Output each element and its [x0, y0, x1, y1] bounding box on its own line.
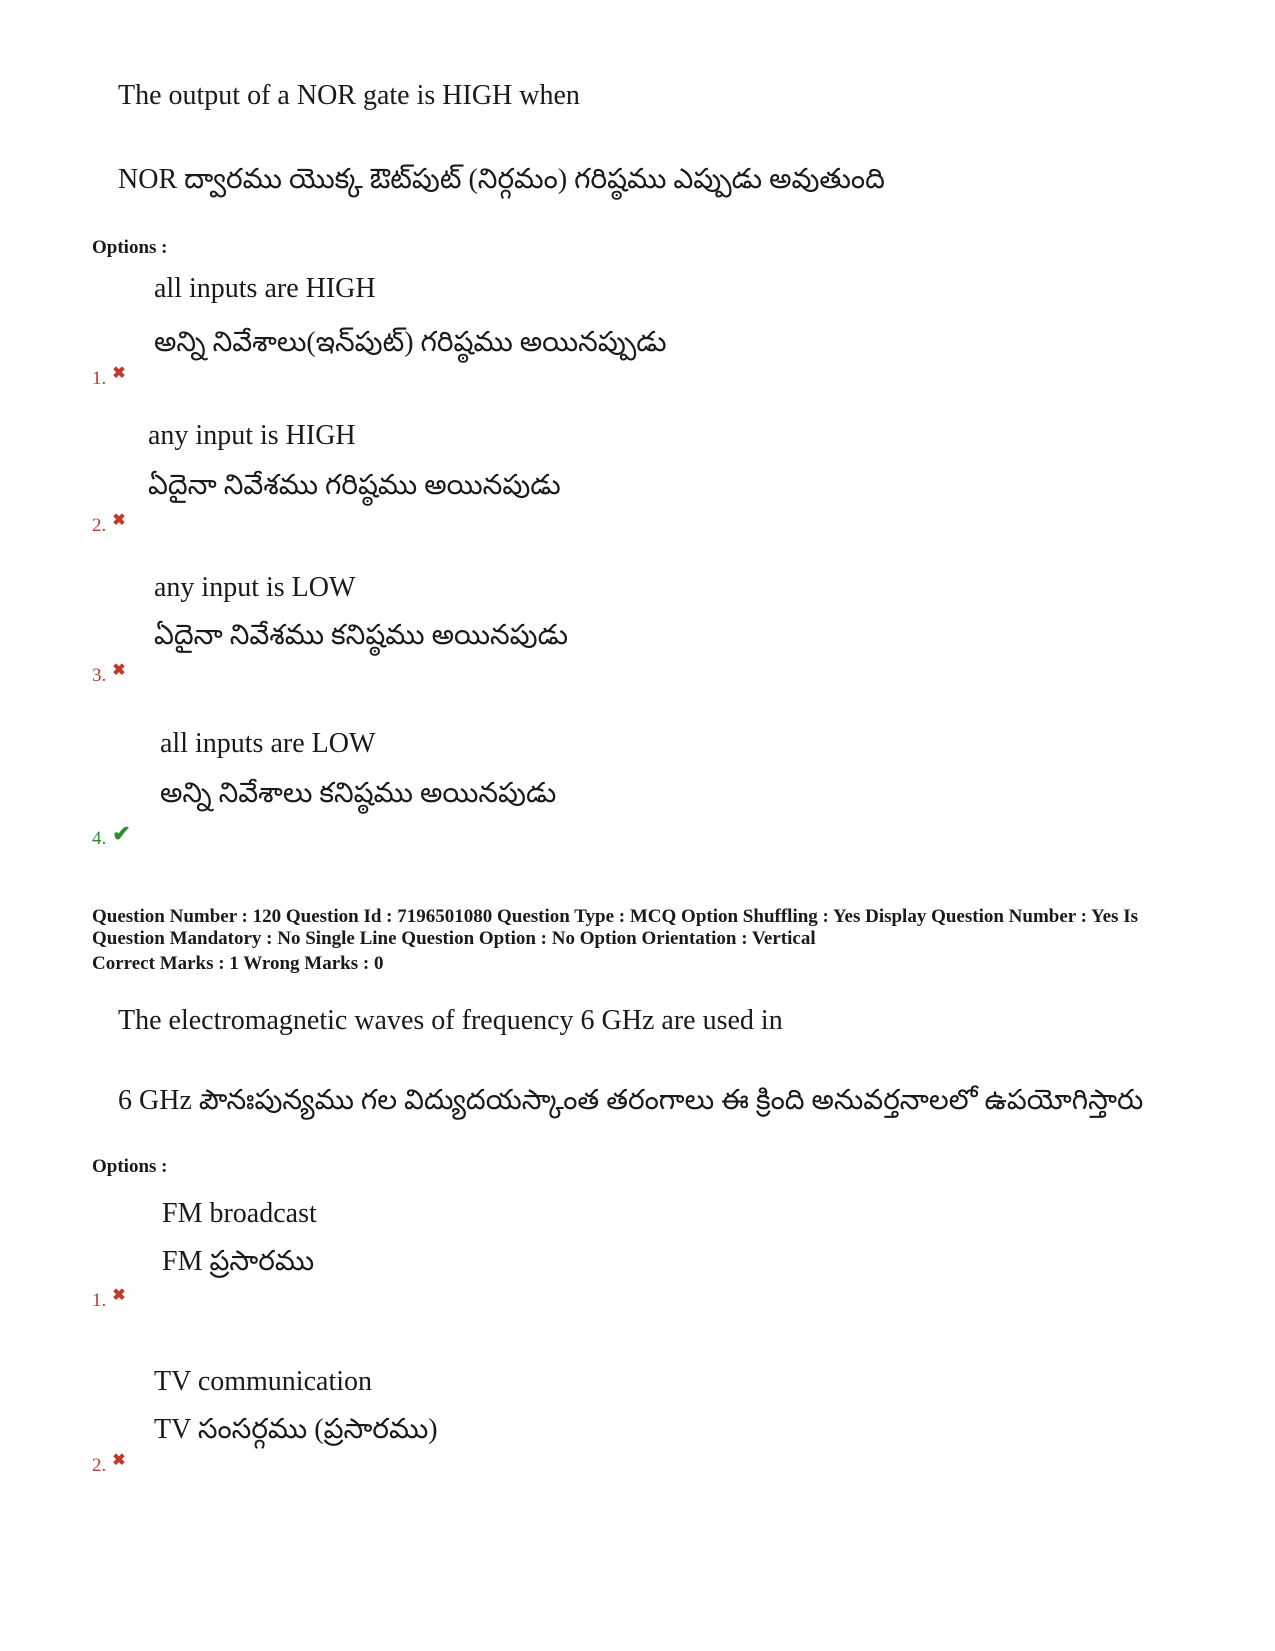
question-text-english: The output of a NOR gate is HIGH when — [118, 80, 580, 111]
option-number — [92, 365, 126, 390]
option-number-label: 1. — [92, 368, 107, 389]
option-text-telugu: అన్ని నివేశాలు(ఇన్‌పుట్) గరిష్ఠము అయినప్పుడు — [154, 327, 667, 358]
cross-icon: ✖ — [112, 1452, 126, 1469]
option-number-label: 4. — [92, 828, 107, 849]
option-text-telugu: TV సంసర్గము (ప్రసారము) — [154, 1414, 438, 1445]
option-text-telugu: ఏదైనా నివేశము గరిష్ఠము అయినపుడు — [148, 470, 561, 501]
option-text-telugu: FM ప్రసారము — [162, 1246, 315, 1277]
option-number — [92, 1452, 126, 1477]
cross-icon: ✖ — [112, 512, 126, 529]
option-text-telugu: ఏదైనా నివేశము కనిష్ఠము అయినపుడు — [154, 620, 569, 651]
option-text-english: any input is HIGH — [148, 420, 356, 451]
cross-icon: ✖ — [112, 662, 126, 679]
option-text-english: all inputs are LOW — [160, 728, 376, 759]
options-label: Options : — [92, 237, 168, 258]
option-text-english: all inputs are HIGH — [154, 273, 376, 304]
option-number-label: 2. — [92, 1455, 107, 1476]
option-number-label: 3. — [92, 665, 107, 686]
cross-icon: ✖ — [112, 1287, 126, 1304]
question-meta — [92, 906, 1212, 950]
option-text-english: any input is LOW — [154, 572, 356, 603]
option-text-english: FM broadcast — [162, 1198, 317, 1229]
option-text-english: TV communication — [154, 1366, 372, 1397]
option-number — [92, 821, 131, 852]
option-text-telugu: అన్ని నివేశాలు కనిష్ఠము అయినపుడు — [160, 778, 557, 809]
option-number — [92, 512, 126, 537]
option-number — [92, 662, 126, 687]
cross-icon: ✖ — [112, 365, 126, 382]
question-text-telugu: 6 GHz పౌనఃపున్యము గల విద్యుదయస్కాంత తరంగాలు ఈ క్రింది అనువర్తనాలలో ఉపయోగిస్తారు — [118, 1085, 1144, 1116]
question-meta-line: Question Mandatory : No Single Line Question Option : No Option Orientation : Vertical — [92, 928, 816, 949]
option-number-label: 2. — [92, 515, 107, 536]
marks-line: Correct Marks : 1 Wrong Marks : 0 — [92, 953, 384, 974]
check-icon: ✔ — [112, 821, 131, 846]
question-meta-line: Question Number : 120 Question Id : 7196501080 Question Type : MCQ Option Shuffling : Yes Display Question Number : Yes Is — [92, 906, 1138, 927]
option-number-label: 1. — [92, 1290, 107, 1311]
question-text-english: The electromagnetic waves of frequency 6 GHz are used in — [118, 1005, 783, 1036]
question-text-telugu: NOR ద్వారము యొక్క ఔట్‌పుట్ (నిర్గమం) గరిష్ఠము ఎప్పుడు అవుతుంది — [118, 164, 885, 195]
option-number — [92, 1287, 126, 1312]
options-label: Options : — [92, 1156, 168, 1177]
